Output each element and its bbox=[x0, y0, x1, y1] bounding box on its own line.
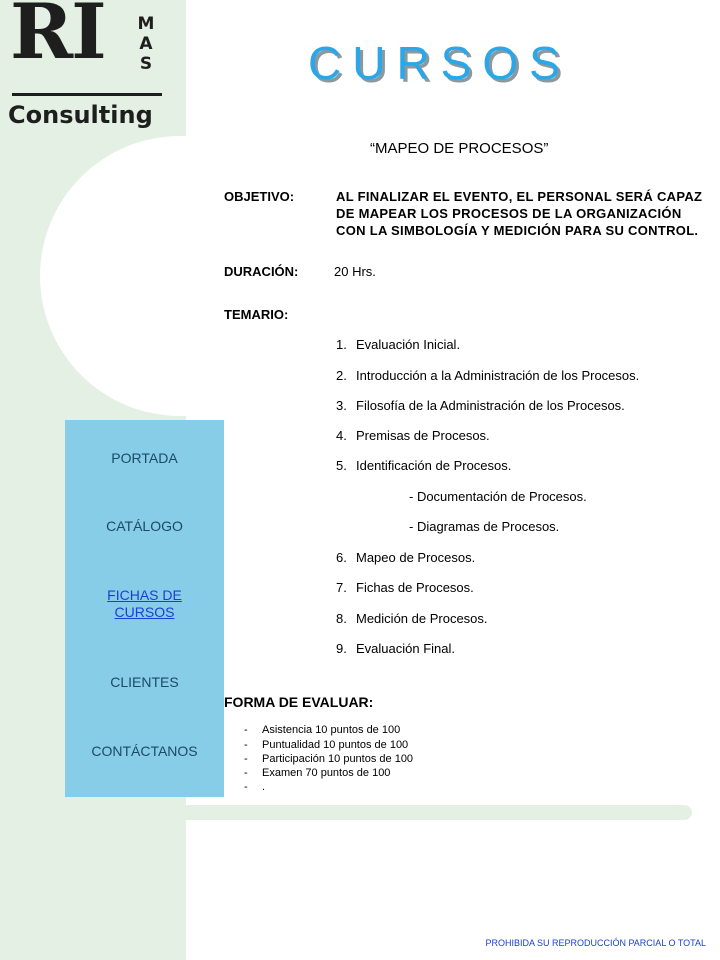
syllabus-item: 8. Medición de Procesos. bbox=[336, 611, 488, 626]
logo-ri-text: RI bbox=[10, 0, 105, 76]
syllabus-item: 6. Mapeo de Procesos. bbox=[336, 550, 476, 565]
duration-value: 20 Hrs. bbox=[334, 264, 376, 279]
objective-label: OBJETIVO: bbox=[224, 189, 295, 204]
syllabus-label: TEMARIO: bbox=[224, 307, 289, 322]
nav-item-contactanos[interactable]: CONTÁCTANOS bbox=[91, 743, 198, 759]
syllabus-item: 5. Identificación de Procesos. bbox=[336, 458, 512, 473]
logo-letter-a: A bbox=[139, 34, 153, 54]
syllabus-item: 9. Evaluación Final. bbox=[336, 641, 455, 656]
logo-letter-s: S bbox=[139, 54, 153, 74]
duration-label: DURACIÓN: bbox=[224, 264, 299, 279]
page-title: CURSOS bbox=[308, 37, 571, 89]
copyright-notice: PROHIBIDA SU REPRODUCCIÓN PARCIAL O TOTAL bbox=[485, 938, 706, 948]
syllabus-subitem: - Documentación de Procesos. bbox=[409, 489, 587, 504]
side-navigation bbox=[65, 420, 224, 797]
evaluation-item: - Participación 10 puntos de 100 bbox=[244, 753, 414, 765]
bottom-decorative-bar bbox=[186, 805, 692, 820]
syllabus-subitem: - Diagramas de Procesos. bbox=[409, 519, 560, 534]
nav-item-portada[interactable]: PORTADA bbox=[111, 450, 178, 466]
evaluation-item: - Examen 70 puntos de 100 bbox=[244, 767, 391, 779]
syllabus-item: 4. Premisas de Procesos. bbox=[336, 428, 490, 443]
syllabus-item: 2. Introducción a la Administración de los Procesos. bbox=[336, 368, 640, 383]
evaluation-item: - Asistencia 10 puntos de 100 bbox=[244, 724, 401, 736]
evaluation-title: FORMA DE EVALUAR: bbox=[224, 694, 374, 710]
nav-item-clientes[interactable]: CLIENTES bbox=[110, 674, 179, 690]
objective-text: AL FINALIZAR EL EVENTO, EL PERSONAL SERÁ CAPAZ DE MAPEAR LOS PROCESOS DE LA ORGANIZACIÓN CON LA SIMBOLOGÍA Y MEDICIÓN PARA SU CONTROL. bbox=[336, 189, 703, 238]
syllabus-item: 3. Filosofía de la Administración de los Procesos. bbox=[336, 398, 625, 413]
course-title: “MAPEO DE PROCESOS” bbox=[370, 140, 549, 157]
company-logo bbox=[8, 2, 168, 134]
logo-letter-m: M bbox=[137, 14, 155, 34]
evaluation-item: - Puntualidad 10 puntos de 100 bbox=[244, 739, 409, 751]
evaluation-item: - . bbox=[244, 781, 266, 793]
nav-item-catalogo[interactable]: CATÁLOGO bbox=[106, 518, 183, 534]
syllabus-item: 7. Fichas de Procesos. bbox=[336, 580, 474, 595]
nav-item-fichas-de-cursos[interactable]: FICHAS DE CURSOS bbox=[107, 587, 182, 620]
logo-underline bbox=[12, 93, 162, 96]
logo-consulting-text: Consulting bbox=[8, 101, 153, 129]
logo-mas-text bbox=[136, 14, 156, 74]
syllabus-item: 1. Evaluación Inicial. bbox=[336, 337, 461, 352]
